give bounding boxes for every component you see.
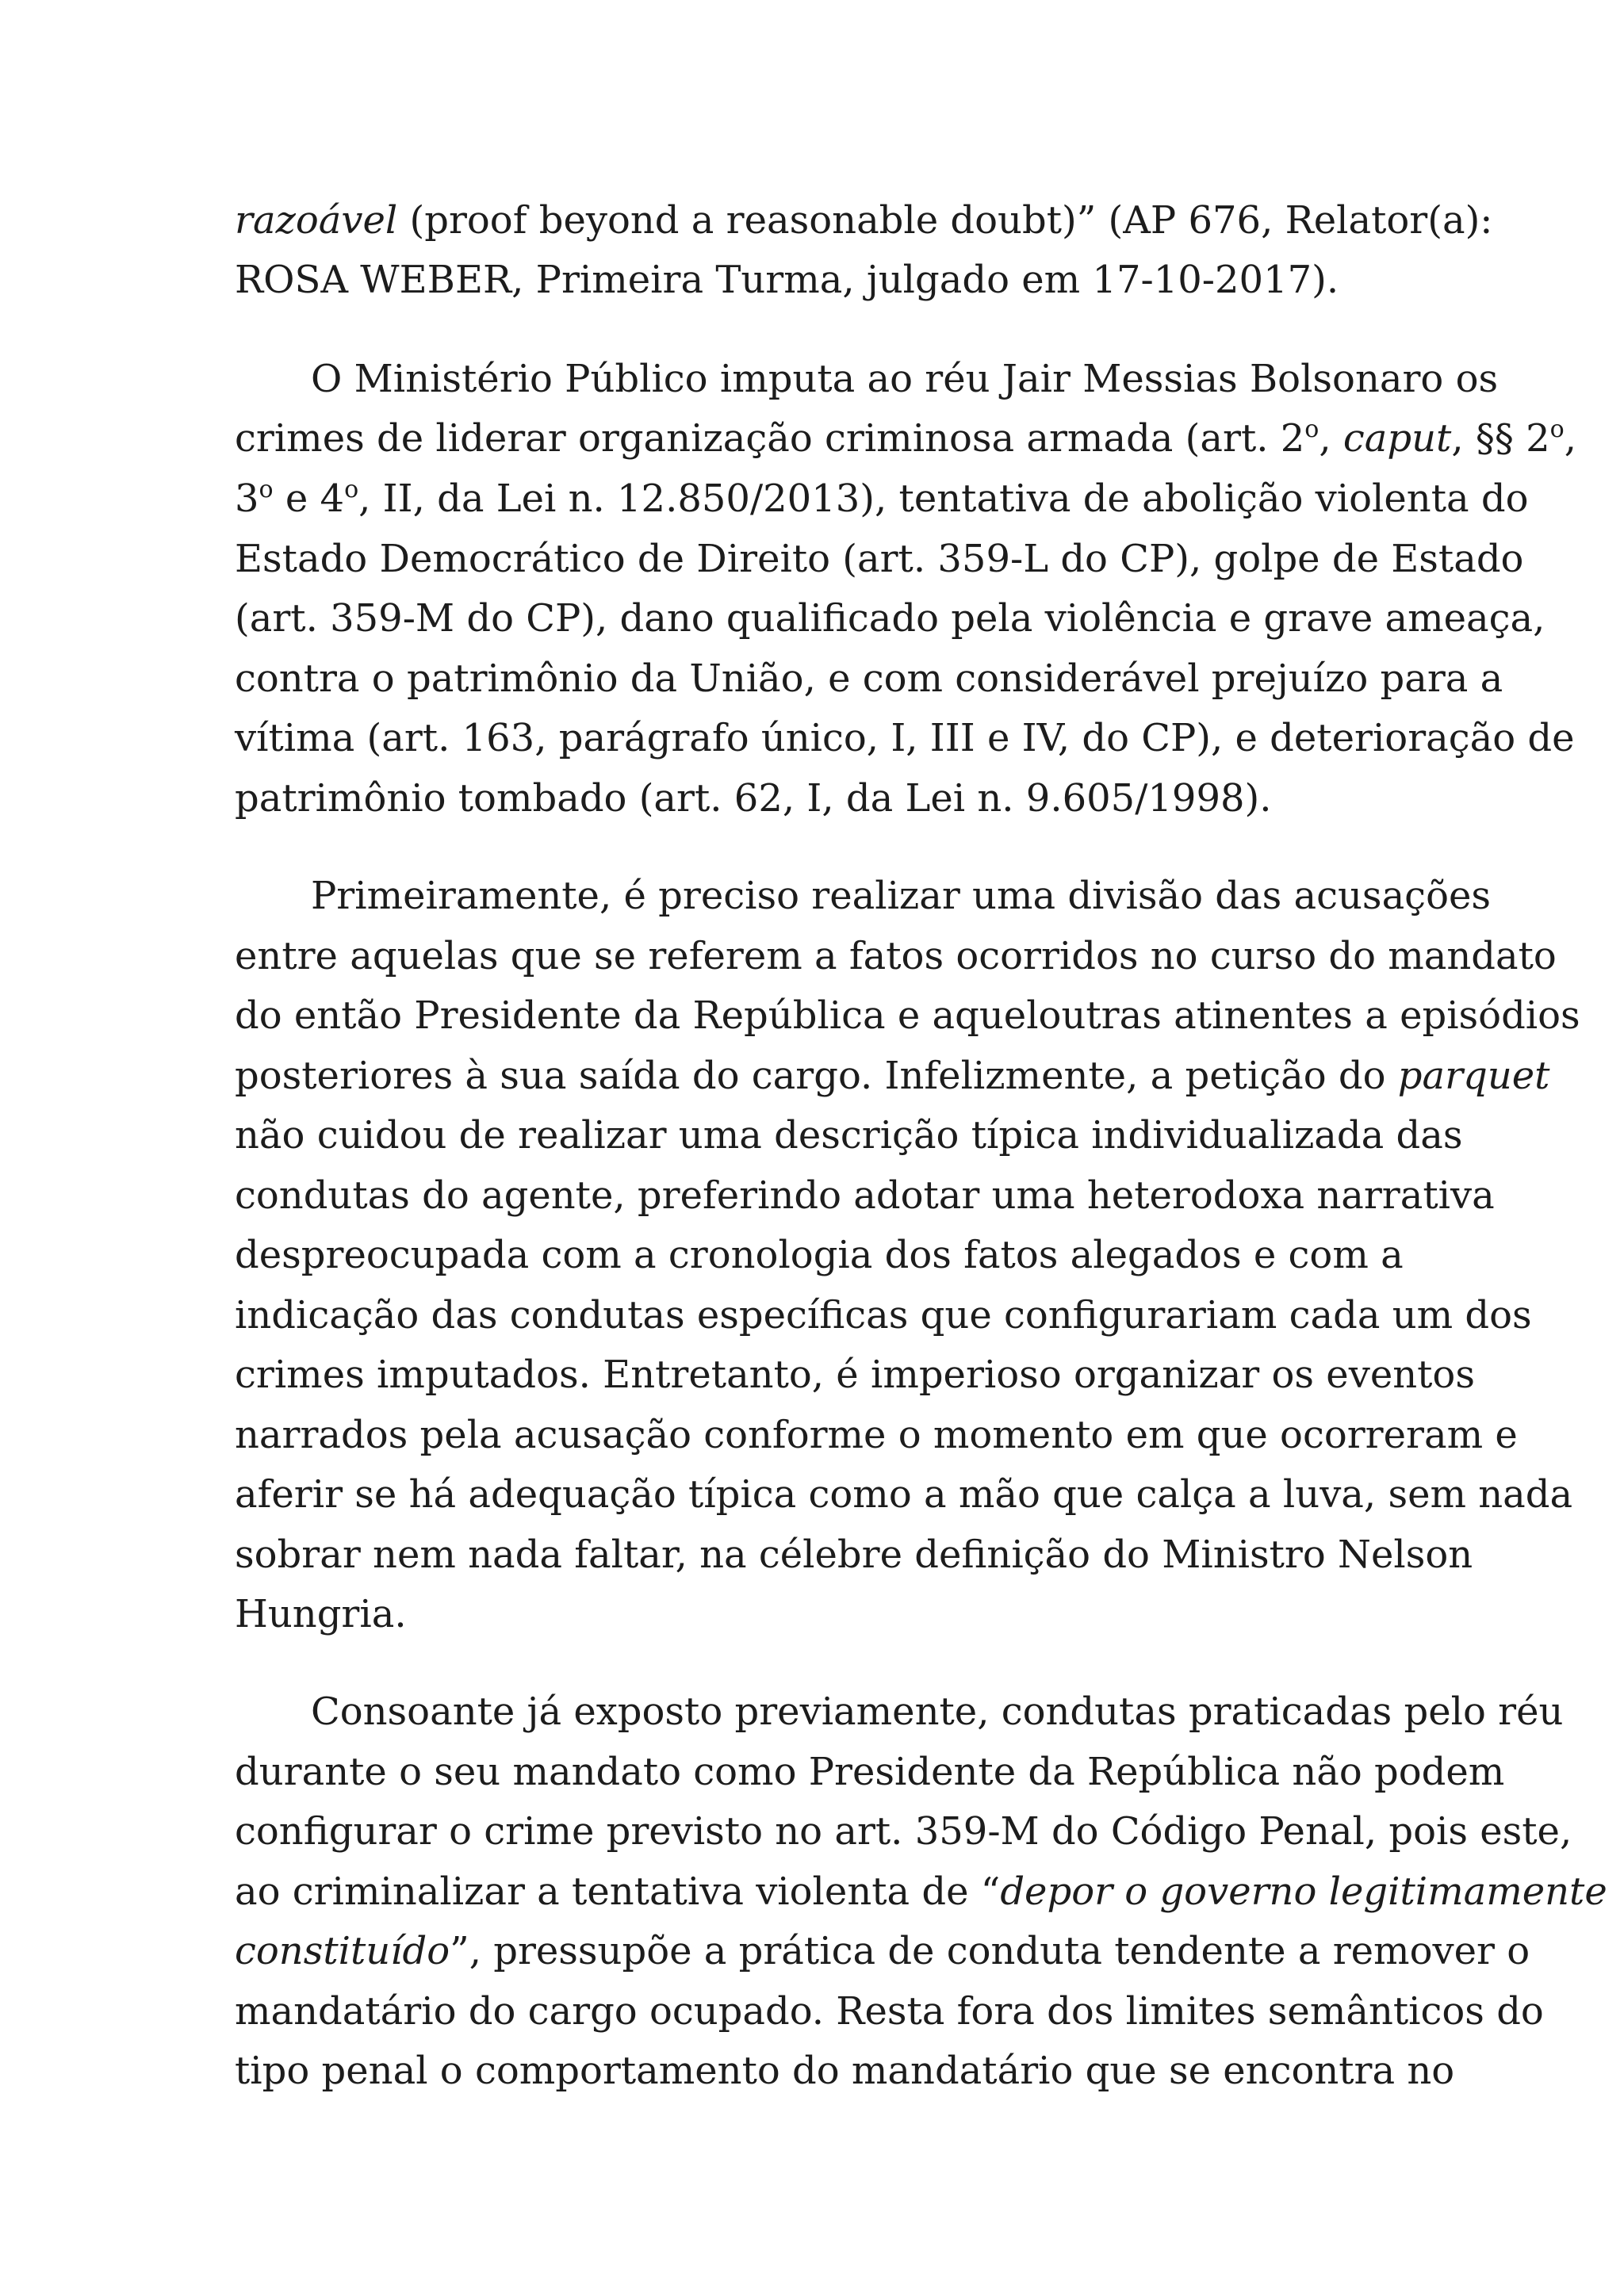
text-line — [235, 1230, 1402, 1280]
text-line — [235, 254, 1402, 305]
text-line — [235, 413, 1576, 464]
ordinal-superscript: o — [259, 476, 274, 503]
text-run: narrados pela acusação conforme o momento em que ocorreram e — [235, 1413, 1518, 1457]
text-run: não cuidou de realizar uma descrição típica individualizada das — [235, 1113, 1463, 1158]
text-line — [235, 1866, 1607, 1917]
text-run: configurar o crime previsto no art. 359-M do Código Penal, pois este, — [235, 1809, 1572, 1854]
italic-text: razoável — [235, 198, 398, 243]
text-run: , — [1319, 416, 1343, 461]
text-run: durante o seu mandato como Presidente da República não podem — [235, 1750, 1505, 1794]
ordinal-superscript: o — [344, 476, 359, 503]
text-line — [235, 1290, 1532, 1341]
text-run: do então Presidente da República e aqueloutras atinentes a episódios — [235, 993, 1580, 1038]
text-line — [235, 1110, 1463, 1161]
text-line — [235, 653, 1503, 704]
text-run: , II, da Lei n. 12.850/2013), tentativa de abolição violenta do — [358, 476, 1529, 521]
text-run: (proof beyond a reasonable doubt)” (AP 676, Relator(a): — [397, 198, 1493, 243]
text-run: 3 — [235, 476, 259, 521]
text-run: Primeiramente, é preciso realizar uma divisão das acusações — [311, 874, 1491, 918]
text-run: (art. 359-M do CP), dano qualificado pela violência e grave ameaça, — [235, 596, 1545, 641]
text-run: crimes imputados. Entretanto, é imperioso organizar os eventos — [235, 1353, 1475, 1397]
text-line — [235, 195, 1493, 246]
text-run: vítima (art. 163, parágrafo único, I, III e IV, do CP), e deterioração de — [235, 716, 1575, 760]
italic-text: depor o governo legitimamente — [1000, 1869, 1607, 1914]
text-line — [311, 354, 1499, 404]
text-run: indicação das condutas específicas que configurariam cada um dos — [235, 1293, 1532, 1337]
text-line — [235, 1529, 1473, 1580]
text-line — [235, 1469, 1573, 1520]
text-line — [235, 1589, 1402, 1640]
text-line — [311, 871, 1491, 921]
text-line — [235, 1806, 1572, 1857]
text-run: , — [1564, 416, 1576, 461]
text-line — [235, 534, 1524, 584]
text-run: sobrar nem nada faltar, na célebre definição do Ministro Nelson — [235, 1533, 1473, 1577]
text-run: aferir se há adequação típica como a mão que calça a luva, sem nada — [235, 1472, 1573, 1517]
text-run: Consoante já exposto previamente, condutas praticadas pelo réu — [311, 1689, 1564, 1734]
text-line — [235, 1170, 1495, 1221]
text-line — [235, 473, 1529, 524]
text-run: entre aquelas que se referem a fatos ocorridos no curso do mandato — [235, 934, 1557, 978]
text-line — [235, 931, 1557, 982]
text-line — [235, 1926, 1530, 1976]
italic-text: caput — [1342, 416, 1452, 461]
ordinal-superscript: o — [1304, 415, 1320, 443]
text-line — [311, 1686, 1564, 1737]
text-run: crimes de liderar organização criminosa armada (art. 2 — [235, 416, 1305, 461]
text-line — [235, 1050, 1550, 1101]
text-run: tipo penal o comportamento do mandatário que se encontra no — [235, 2049, 1455, 2093]
italic-text: parquet — [1397, 1054, 1550, 1098]
text-run: ao criminalizar a tentativa violenta de “ — [235, 1869, 1001, 1914]
italic-text: constituído — [235, 1929, 450, 1973]
ordinal-superscript: o — [1549, 415, 1565, 443]
text-line — [235, 1410, 1518, 1460]
text-run: contra o patrimônio da União, e com considerável prejuízo para a — [235, 656, 1503, 701]
text-run: patrimônio tombado (art. 62, I, da Lei n. 9.605/1998). — [235, 776, 1272, 821]
text-run: , §§ 2 — [1451, 416, 1550, 461]
text-run: e 4 — [273, 476, 345, 521]
text-run: Estado Democrático de Direito (art. 359-L do CP), golpe de Estado — [235, 537, 1524, 581]
text-line — [235, 1349, 1475, 1400]
text-line — [235, 1986, 1544, 2037]
text-line — [235, 593, 1545, 644]
text-line — [235, 713, 1575, 763]
text-line — [235, 773, 1402, 824]
text-line — [235, 1747, 1505, 1797]
text-line — [235, 2045, 1455, 2096]
text-run: O Ministério Público imputa ao réu Jair Messias Bolsonaro os — [311, 357, 1499, 401]
text-run: Hungria. — [235, 1592, 407, 1636]
text-run: mandatário do cargo ocupado. Resta fora dos limites semânticos do — [235, 1989, 1544, 2034]
text-line — [235, 990, 1580, 1041]
text-run: despreocupada com a cronologia dos fatos alegados e com a — [235, 1233, 1404, 1277]
text-run: condutas do agente, preferindo adotar uma heterodoxa narrativa — [235, 1173, 1495, 1218]
text-run: ROSA WEBER, Primeira Turma, julgado em 17-10-2017). — [235, 258, 1339, 302]
text-run: ”, pressupõe a prática de conduta tendente a remover o — [450, 1929, 1530, 1973]
text-run: posteriores à sua saída do cargo. Infelizmente, a petição do — [235, 1054, 1398, 1098]
